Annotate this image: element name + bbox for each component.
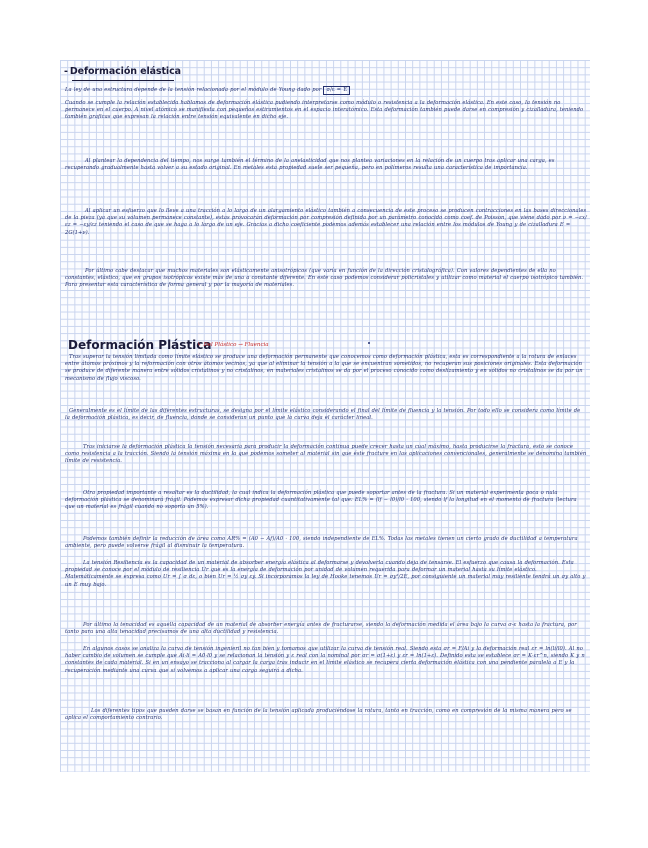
young-formula-box: σ/ε = E (323, 86, 350, 95)
section2-paragraph-8: En algunos casos se analiza la curva de tensión ingenieril no tan bien y tomamos que utilizar la curva de tensión real. Siendo esta σr = F/Ai y la deformación real εr = ln(li/l0). Al no haber cambio de volumen se cumple que Ai·li = A0·l0 y se relacionan la tensión y ε real con la nominal por σr = σ(1+ε) y εr = ln(1+ε). Definido esta se establece σr = K·εr^n, siendo K y n constantes de cada material. Si en un ensayo se tracciona al cargar la carga tras inducir en el límite elástico se recupera cierta deformación elástica con una pendiente paralela a E y la recuperación mediante una curva que si volvemos a aplicar una carga seguirá a dicha. (65, 646, 585, 674)
section2-paragraph-3: Tras iniciarse la deformación plástica la tensión necesaria para producir la deformación continua puede crecer hasta un cual máximo, hasta producirse la fractura, esto se conoce como resistencia a la tracción. Siendo la tensión máxima en la que podemos someter al material sin que éste fracture en las aplicaciones convencionales, generalmente se denomina también límite de resistencia. (65, 444, 587, 465)
section2-paragraph-2: Generalmente es el límite de las diferentes estructuras, se designa por el límite elástico considerando el final del límite de fluencia y la tensión. Por todo ello se considera como límite de la deformación plástica, es decir, de fluencia, donde se consideran un punto que la curva deja el carácter lineal. (65, 408, 581, 422)
section2-paragraph-7: Por último la tenacidad es aquella capacidad de un material de absorber energía antes de fracturarse, siendo la deformación medida el área bajo la curva σ-ε hasta la fractura, por tanto para una alta tenacidad precisamos de una alta ductilidad y resistencia. (65, 622, 577, 636)
section2-title: Deformación Plástica (68, 338, 212, 352)
title-underline (72, 80, 174, 81)
section2-paragraph-9: Los diferentes tipos que pueden darse se basan en función de la tensión aplicada produciéndose la rotura, tanto en tracción, como en compresión de la misma manera pero se aplica el comportamiento contrario. (65, 708, 572, 722)
notebook-page (60, 60, 590, 772)
section1-paragraph-2: Cuando se cumple la relación establecida hablamos de deformación elástica pudiendo interpretarse como módulo o resistencia a la deformación elástica. En este caso, la tensión no permanece en el cuerpo. A nivel atómico se manifiesta con pequeños estiramientos en el espacio interatómico. Esta deformación también puede darse en compresión y cizalladura, teniendo también graficas que expresan la relación entre tensión equivalente en dicho eje. (65, 100, 584, 121)
section1-title: - Deformación elástica (64, 66, 181, 77)
section1-title-text: Deformación elástica (69, 66, 181, 77)
section2-paragraph-1: Tras superar la tensión limitada como límite elástico se produce una deformación permanente que conocemos como deformación plástica, esta es correspondiente a la rotura de enlaces entre átomos próximos y la reformación con otros átomos vecinos, ya que al eliminar la tensión a la que se encuentran sometidos, no recuperan sus posiciones originales. Esta deformación se produce de diferente manera entre sólidos cristalinos y no cristalinos, en materiales cristalinos se da por el proceso conocido como deslizamiento y en sólidos no cristalinos se da por un mecanismo de flujo viscoso. (65, 354, 583, 382)
section2-paragraph-4: Otra propiedad importante a resaltar es la ductilidad, la cual indica la deformación plástica que puede soportar antes de la fractura. Si un material experimenta poca o nula deformación plástica se denominará frágil. Podemos expresar dicha propiedad cuantitativamente tal que: EL% = (lf − l0)/l0 · 100, siendo lf la longitud en el momento de fractura (lectura que un material es frágil cuando no soporta un 5%). (65, 490, 577, 511)
section2-title-note: ↳ Del Plástico → Fluencia (197, 342, 269, 348)
section1-paragraph-5: Por último cabe destacar que muchos materiales son elásticamente anisotrópicos (que varía en función de la dirección cristalográfica). Con valores dependientes de ella no constantes, elástico, que en grupos isotrópicos existe más de una a constante diferente. En este caso podemos considerar policristales y utilizar como material el cuerpo isotrópico también. Para presentar esta característica de forma general y por la mayoría de materiales. (65, 268, 584, 289)
section1-paragraph-1-text: La ley de una estructura depende de la tensión relacionada por el módulo de Young dado por (65, 87, 322, 93)
section1-paragraph-1 (65, 86, 587, 95)
section2-paragraph-5: Podemos también definir la reducción de área como AR% = (A0 − Af)/A0 · 100, siendo independiente de EL%. Todas las metales tienen un cierto grado de ductilidad a temperatura ambiente, pero puede volverse frágil al disminuir la temperatura. (65, 536, 578, 550)
section1-paragraph-4: Al aplicar un esfuerzo que lo lleve a una tracción a lo largo de un alargamiento elástico también a consecuencia de este proceso se producen contracciones en las bases direccionales de la pieza (ya que su volumen permanece constante), estas provocarán deformación por compresión definida por un parámetro conocido como coef. de Poisson, que viene dado por ν = −εx/εz = −εy/εz teniendo el caso de que se haga a lo largo de un eje. Gracias a dicho coeficiente podemos además establecer una relación entre los módulos de Young y de cizalladura E = 2G(1+ν). (65, 208, 587, 236)
section2-paragraph-6: La tensión Resiliencia es la capacidad de un material de absorber energía elástica al deformarse y devolverla cuando deja de tensarse. El esfuerzo que causa la deformación. Esta propiedad se conoce por el módulo de resiliencia Ur que es la energía de deformación por unidad de volumen requerida para deformar un material hasta su límite elástico. Matemáticamente se expresa como Ur = ∫ σ dε, o bien Ur = ½ σy εy. Si incorporamos la ley de Hooke tenemos Ur = σy²/2E, por consiguiente un material muy resiliente tendrá un σy alto y un E muy bajo. (65, 560, 586, 588)
ink-dot (368, 342, 370, 344)
section1-paragraph-3: Al plantear la dependencia del tiempo, nos surge también el término de la anelasticidad que nos plantea variaciones en la relación de un cuerpo tras aplicar una carga, es recuperando gradualmente hasta volver a su estado original. En metales esta propiedad suele ser pequeña, pero en polímeros resulta una característica de importancia. (65, 158, 555, 172)
